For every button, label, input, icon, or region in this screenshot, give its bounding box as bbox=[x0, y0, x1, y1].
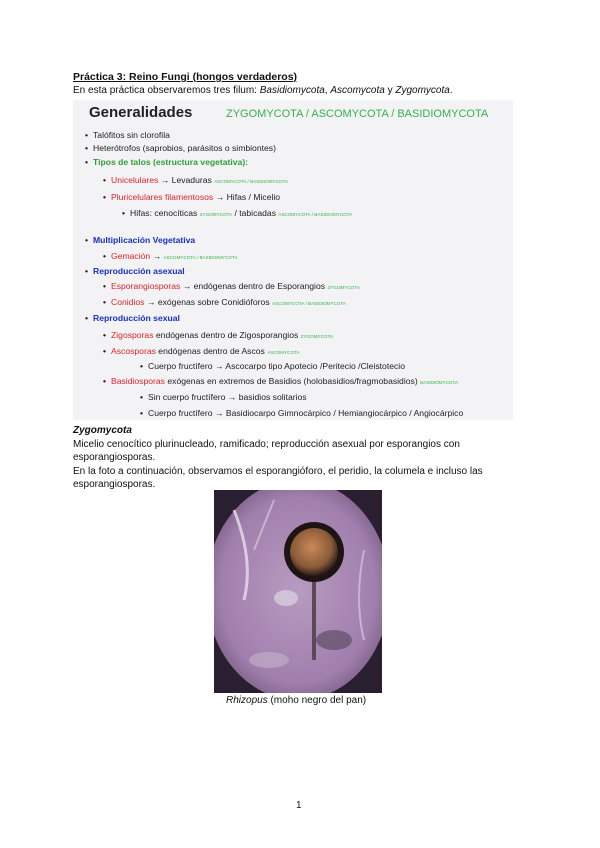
generalidades-subtitle: ZYGOMYCOTA / ASCOMYCOTA / BASIDIOMYCOTA bbox=[226, 108, 489, 120]
intro-text: En esta práctica observaremos tres filum: Basidiomycota, Ascomycota y Zygomycota. bbox=[73, 85, 453, 96]
generalidades-title: Generalidades bbox=[89, 104, 193, 121]
bullet-talofitos: • Talófitos sin clorofila bbox=[85, 130, 170, 140]
bullet-basidiosporas: • Basidiosporas exógenas en extremos de Basidios (holobasidios/fragmobasidios) BASIDIOMYCOTA bbox=[103, 376, 459, 386]
bullet-heterotrofos: • Heterótrofos (saprobios, parásitos o simbiontes) bbox=[85, 143, 276, 153]
bullet-basidiocarpo: • Cuerpo fructífero → Basidiocarpo Gimnocárpico / Hemiangiocárpico / Angiocárpico bbox=[140, 408, 464, 418]
bullet-tipos-talos: • Tipos de talos (estructura vegetativa): bbox=[85, 157, 249, 167]
zygomycota-paragraph-1: Micelio cenocítico plurinucleado, ramificado; reproducción asexual por esporangios con esporangiosporas. bbox=[73, 439, 460, 463]
bullet-reproduccion-sexual: • Reproducción sexual bbox=[85, 313, 180, 323]
page-number: 1 bbox=[296, 800, 302, 811]
bullet-multiplicacion: • Multiplicación Vegetativa bbox=[85, 235, 196, 245]
bullet-esporangiosporas: • Esporangiosporas → endógenas dentro de Esporangios ZYGOMYCOTA bbox=[103, 281, 360, 291]
bullet-sin-cuerpo: • Sin cuerpo fructífero → basidios solitarios bbox=[140, 392, 307, 402]
bullet-reproduccion-asexual: • Reproducción asexual bbox=[85, 266, 185, 276]
bullet-conidios: • Conidios → exógenas sobre Conidióforos ASCOMYCOTA / BASIDIOMYCOTA bbox=[103, 297, 346, 307]
bullet-unicelulares: • Unicelulares → Levaduras ASCOMYCOTA / BASIDIOMYCOTA bbox=[103, 175, 289, 185]
bullet-zigosporas: • Zigosporas endógenas dentro de Zigosporangios ZYGOMYCOTA bbox=[103, 330, 333, 340]
bullet-ascosporas: • Ascosporas endógenas dentro de Ascos ASCOMYCOTA bbox=[103, 346, 300, 356]
rhizopus-micrograph bbox=[214, 490, 382, 693]
figure-caption: Rhizopus (moho negro del pan) bbox=[226, 695, 367, 706]
bullet-ascocarpo: • Cuerpo fructífero → Ascocarpo tipo Apotecio /Peritecio /Cleistotecio bbox=[140, 361, 405, 371]
zygomycota-heading: Zygomycota bbox=[73, 425, 132, 436]
zygomycota-paragraph-2: En la foto a continuación, observamos el esporangióforo, el peridio, la columela e incluso las esporangiosporas. bbox=[73, 466, 483, 490]
bullet-hifas: • Hifas: cenocíticas ZYGOMYCOTA / tabicadas ASCOMYCOTA / BASIDIOMYCOTA bbox=[122, 208, 353, 218]
page-title: Práctica 3: Reino Fungi (hongos verdaderos) bbox=[73, 71, 298, 83]
bullet-pluricelulares: • Pluricelulares filamentosos → Hifas / Micelio bbox=[103, 192, 281, 202]
bullet-gemacion: • Gemación → ASCOMYCOTA / BASIDIOMYCOTA bbox=[103, 251, 238, 261]
